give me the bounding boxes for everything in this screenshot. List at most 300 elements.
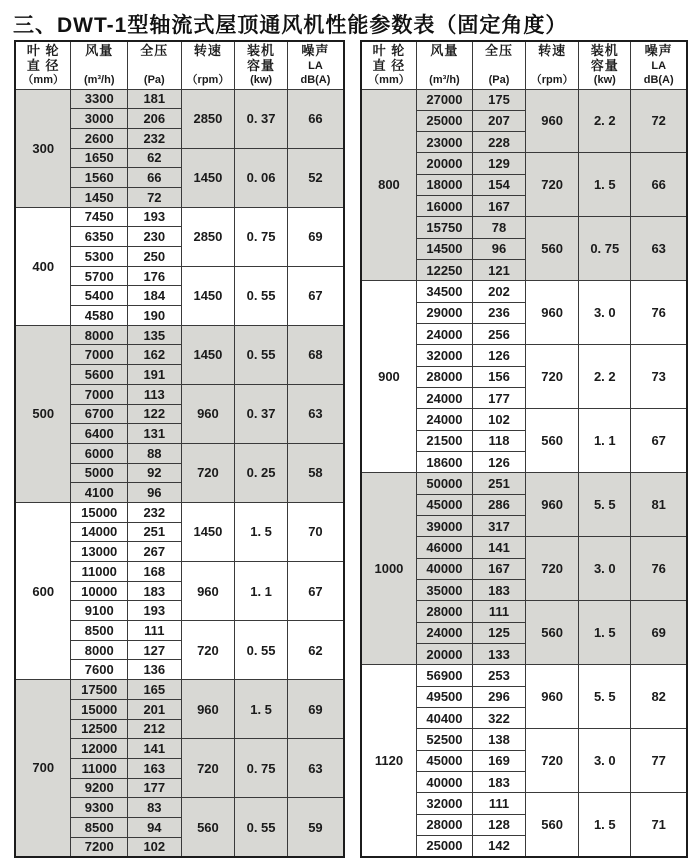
pressure-cell: 122 [128, 404, 182, 424]
noise-cell: 52 [287, 148, 344, 207]
diameter-cell: 900 [361, 281, 416, 473]
pressure-cell: 163 [128, 758, 182, 778]
flow-cell: 9300 [71, 798, 128, 818]
noise-cell: 58 [287, 443, 344, 502]
header-unit: （mm） [22, 74, 64, 87]
pressure-cell: 133 [472, 644, 525, 665]
pressure-cell: 138 [472, 729, 525, 750]
flow-cell: 32000 [416, 345, 472, 366]
capacity-cell: 1. 5 [579, 793, 631, 857]
flow-cell: 8000 [71, 640, 128, 660]
flow-cell: 23000 [416, 132, 472, 153]
flow-cell: 50000 [416, 473, 472, 494]
pressure-cell: 111 [472, 793, 525, 814]
speed-cell: 560 [181, 798, 235, 857]
pressure-cell: 193 [128, 207, 182, 227]
pressure-cell: 183 [128, 581, 182, 601]
col-header-pressure [472, 41, 525, 89]
speed-cell: 720 [526, 729, 579, 793]
speed-cell: 960 [526, 665, 579, 729]
noise-cell: 71 [631, 793, 687, 857]
col-header-capacity [235, 41, 288, 89]
pressure-cell: 128 [472, 814, 525, 835]
header-cell [631, 42, 686, 88]
flow-cell: 20000 [416, 644, 472, 665]
pressure-cell: 207 [472, 110, 525, 131]
flow-cell: 12250 [416, 260, 472, 281]
flow-cell: 34500 [416, 281, 472, 302]
flow-cell: 5400 [71, 286, 128, 306]
pressure-cell: 129 [472, 153, 525, 174]
capacity-cell: 0. 55 [235, 266, 288, 325]
header-unit: (kw) [250, 74, 273, 87]
flow-cell: 5300 [71, 247, 128, 267]
noise-cell: 81 [631, 473, 687, 537]
speed-cell: 720 [181, 443, 235, 502]
col-header-pressure [128, 41, 182, 89]
pressure-cell: 175 [472, 89, 525, 110]
col-header-flow [71, 41, 128, 89]
noise-cell: 59 [287, 798, 344, 857]
pressure-cell: 111 [472, 601, 525, 622]
pressure-cell: 111 [128, 621, 182, 641]
capacity-cell: 1. 5 [579, 153, 631, 217]
pressure-cell: 191 [128, 365, 182, 385]
diameter-cell: 1120 [361, 665, 416, 857]
pressure-cell: 190 [128, 306, 182, 326]
flow-cell: 6700 [71, 404, 128, 424]
flow-cell: 3300 [71, 89, 128, 109]
capacity-cell: 1. 5 [235, 680, 288, 739]
header-cell [473, 42, 525, 88]
header-line: 风量 [85, 43, 114, 59]
pressure-cell: 142 [472, 835, 525, 856]
table-body-left [15, 89, 344, 857]
pressure-cell: 212 [128, 719, 182, 739]
spec-table-right [360, 40, 688, 858]
header-line: 转速 [193, 43, 222, 59]
flow-cell: 40000 [416, 558, 472, 579]
speed-cell: 2850 [181, 207, 235, 266]
pressure-cell: 232 [128, 128, 182, 148]
flow-cell: 12500 [71, 719, 128, 739]
header-unit: (Pa) [143, 74, 165, 87]
capacity-cell: 0. 37 [235, 89, 288, 148]
col-header-diameter [15, 41, 71, 89]
capacity-cell: 2. 2 [579, 345, 631, 409]
speed-cell: 1450 [181, 502, 235, 561]
noise-cell: 82 [631, 665, 687, 729]
pressure-cell: 141 [472, 537, 525, 558]
col-header-flow [416, 41, 472, 89]
pressure-cell: 251 [128, 522, 182, 542]
header-line: 容量 [247, 58, 276, 74]
flow-cell: 9100 [71, 601, 128, 621]
flow-cell: 21500 [416, 430, 472, 451]
table-body-right [361, 89, 687, 857]
flow-cell: 45000 [416, 750, 472, 771]
header-cell [526, 42, 578, 88]
capacity-cell: 5. 5 [579, 473, 631, 537]
flow-cell: 20000 [416, 153, 472, 174]
flow-cell: 27000 [416, 89, 472, 110]
noise-cell: 67 [631, 409, 687, 473]
pressure-cell: 165 [128, 680, 182, 700]
flow-cell: 18000 [416, 174, 472, 195]
flow-cell: 5600 [71, 365, 128, 385]
pressure-cell: 78 [472, 217, 525, 238]
header-line: 转速 [538, 43, 567, 59]
diameter-cell: 1000 [361, 473, 416, 665]
header-unit: （mm） [368, 74, 410, 87]
table-row [361, 665, 687, 686]
flow-cell: 15000 [71, 699, 128, 719]
pressure-cell: 102 [472, 409, 525, 430]
col-header-capacity [579, 41, 631, 89]
capacity-cell: 2. 2 [579, 89, 631, 153]
header-line: 风量 [430, 43, 459, 59]
noise-cell: 70 [287, 502, 344, 561]
pressure-cell: 88 [128, 443, 182, 463]
capacity-cell: 0. 75 [235, 207, 288, 266]
pressure-cell: 135 [128, 325, 182, 345]
pressure-cell: 184 [128, 286, 182, 306]
speed-cell: 960 [181, 384, 235, 443]
noise-cell: 63 [287, 384, 344, 443]
pressure-cell: 176 [128, 266, 182, 286]
flow-cell: 35000 [416, 580, 472, 601]
flow-cell: 28000 [416, 366, 472, 387]
pressure-cell: 125 [472, 622, 525, 643]
flow-cell: 4580 [71, 306, 128, 326]
noise-cell: 68 [287, 325, 344, 384]
flow-cell: 24000 [416, 622, 472, 643]
header-line: LA [651, 60, 667, 73]
spec-table-left [14, 40, 345, 858]
table-row [15, 680, 344, 700]
flow-cell: 32000 [416, 793, 472, 814]
pressure-cell: 162 [128, 345, 182, 365]
flow-cell: 17500 [71, 680, 128, 700]
header-unit: (Pa) [488, 74, 510, 87]
header-cell [288, 42, 343, 88]
flow-cell: 16000 [416, 196, 472, 217]
pressure-cell: 232 [128, 502, 182, 522]
flow-cell: 8500 [71, 621, 128, 641]
pressure-cell: 167 [472, 196, 525, 217]
capacity-cell: 0. 37 [235, 384, 288, 443]
noise-cell: 66 [631, 153, 687, 217]
flow-cell: 24000 [416, 388, 472, 409]
speed-cell: 960 [526, 89, 579, 153]
pressure-cell: 66 [128, 168, 182, 188]
flow-cell: 10000 [71, 581, 128, 601]
pressure-cell: 126 [472, 452, 525, 473]
header-unit: （rpm） [530, 74, 574, 87]
header-line: LA [308, 60, 323, 73]
flow-cell: 12000 [71, 739, 128, 759]
header-cell [71, 42, 127, 88]
header-line: 全压 [485, 43, 514, 59]
flow-cell: 29000 [416, 302, 472, 323]
diameter-cell: 500 [15, 325, 71, 502]
table-header [361, 41, 687, 89]
flow-cell: 39000 [416, 516, 472, 537]
table-row [361, 89, 687, 110]
flow-cell: 25000 [416, 110, 472, 131]
speed-cell: 1450 [181, 325, 235, 384]
header-cell [128, 42, 181, 88]
flow-cell: 14500 [416, 238, 472, 259]
pressure-cell: 183 [472, 772, 525, 793]
pressure-cell: 136 [128, 660, 182, 680]
table-row [361, 473, 687, 494]
flow-cell: 18600 [416, 452, 472, 473]
pressure-cell: 201 [128, 699, 182, 719]
pressure-cell: 250 [128, 247, 182, 267]
header-unit: dB(A) [643, 74, 674, 87]
diameter-cell: 700 [15, 680, 71, 857]
table-row [15, 207, 344, 227]
col-header-speed [526, 41, 579, 89]
flow-cell: 40000 [416, 772, 472, 793]
header-line: 直 径 [372, 58, 406, 74]
header-line: 装机 [590, 43, 619, 59]
flow-cell: 11000 [71, 562, 128, 582]
noise-cell: 63 [631, 217, 687, 281]
flow-cell: 15000 [71, 502, 128, 522]
capacity-cell: 0. 06 [235, 148, 288, 207]
pressure-cell: 253 [472, 665, 525, 686]
pressure-cell: 177 [128, 778, 182, 798]
flow-cell: 14000 [71, 522, 128, 542]
flow-cell: 15750 [416, 217, 472, 238]
noise-cell: 62 [287, 621, 344, 680]
flow-cell: 7000 [71, 345, 128, 365]
pressure-cell: 127 [128, 640, 182, 660]
header-line: 噪声 [644, 43, 673, 59]
table-row [15, 89, 344, 109]
capacity-cell: 1. 5 [579, 601, 631, 665]
pressure-cell: 96 [128, 483, 182, 503]
tables-container [14, 40, 688, 858]
speed-cell: 720 [526, 345, 579, 409]
flow-cell: 9200 [71, 778, 128, 798]
noise-cell: 67 [287, 266, 344, 325]
capacity-cell: 0. 55 [235, 621, 288, 680]
pressure-cell: 96 [472, 238, 525, 259]
pressure-cell: 193 [128, 601, 182, 621]
table-row [15, 502, 344, 522]
header-row [15, 41, 344, 89]
capacity-cell: 3. 0 [579, 729, 631, 793]
flow-cell: 13000 [71, 542, 128, 562]
capacity-cell: 1. 1 [235, 562, 288, 621]
noise-cell: 67 [287, 562, 344, 621]
flow-cell: 2600 [71, 128, 128, 148]
header-cell [417, 42, 472, 88]
pressure-cell: 230 [128, 227, 182, 247]
pressure-cell: 156 [472, 366, 525, 387]
capacity-cell: 1. 1 [579, 409, 631, 473]
col-header-diameter [361, 41, 416, 89]
flow-cell: 6400 [71, 424, 128, 444]
capacity-cell: 3. 0 [579, 281, 631, 345]
table-row [15, 325, 344, 345]
pressure-cell: 317 [472, 516, 525, 537]
diameter-cell: 300 [15, 89, 71, 207]
pressure-cell: 256 [472, 324, 525, 345]
noise-cell: 73 [631, 345, 687, 409]
speed-cell: 720 [526, 153, 579, 217]
header-row [361, 41, 687, 89]
pressure-cell: 181 [128, 89, 182, 109]
capacity-cell: 0. 55 [235, 798, 288, 857]
col-header-noise [287, 41, 344, 89]
noise-cell: 76 [631, 537, 687, 601]
pressure-cell: 228 [472, 132, 525, 153]
header-line: 叶 轮 [26, 43, 60, 59]
header-cell [362, 42, 416, 88]
flow-cell: 7200 [71, 837, 128, 857]
speed-cell: 560 [526, 409, 579, 473]
diameter-cell: 600 [15, 502, 71, 679]
pressure-cell: 322 [472, 708, 525, 729]
noise-cell: 72 [631, 89, 687, 153]
pressure-cell: 169 [472, 750, 525, 771]
noise-cell: 69 [287, 680, 344, 739]
flow-cell: 40400 [416, 708, 472, 729]
noise-cell: 76 [631, 281, 687, 345]
flow-cell: 5000 [71, 463, 128, 483]
header-line: 装机 [247, 43, 276, 59]
speed-cell: 720 [181, 739, 235, 798]
flow-cell: 6350 [71, 227, 128, 247]
table-row [361, 281, 687, 302]
flow-cell: 49500 [416, 686, 472, 707]
pressure-cell: 296 [472, 686, 525, 707]
header-cell [182, 42, 235, 88]
speed-cell: 960 [526, 281, 579, 345]
flow-cell: 8500 [71, 817, 128, 837]
col-header-speed [181, 41, 235, 89]
header-cell [16, 42, 70, 88]
flow-cell: 46000 [416, 537, 472, 558]
capacity-cell: 3. 0 [579, 537, 631, 601]
flow-cell: 1650 [71, 148, 128, 168]
flow-cell: 8000 [71, 325, 128, 345]
flow-cell: 1450 [71, 187, 128, 207]
header-line: 噪声 [301, 43, 330, 59]
pressure-cell: 168 [128, 562, 182, 582]
flow-cell: 25000 [416, 835, 472, 856]
header-unit: (kw) [593, 74, 616, 87]
header-line: 叶 轮 [372, 43, 406, 59]
pressure-cell: 118 [472, 430, 525, 451]
speed-cell: 1450 [181, 148, 235, 207]
noise-cell: 63 [287, 739, 344, 798]
pressure-cell: 167 [472, 558, 525, 579]
pressure-cell: 183 [472, 580, 525, 601]
flow-cell: 5700 [71, 266, 128, 286]
capacity-cell: 0. 25 [235, 443, 288, 502]
page-title: 三、DWT-1型轴流式屋顶通风机性能参数表（固定角度） [13, 14, 568, 37]
speed-cell: 1450 [181, 266, 235, 325]
pressure-cell: 131 [128, 424, 182, 444]
flow-cell: 6000 [71, 443, 128, 463]
pressure-cell: 126 [472, 345, 525, 366]
speed-cell: 560 [526, 217, 579, 281]
pressure-cell: 72 [128, 187, 182, 207]
pressure-cell: 154 [472, 174, 525, 195]
noise-cell: 66 [287, 89, 344, 148]
header-line: 直 径 [26, 58, 60, 74]
capacity-cell: 0. 75 [579, 217, 631, 281]
header-unit: dB(A) [300, 74, 331, 87]
pressure-cell: 113 [128, 384, 182, 404]
flow-cell: 52500 [416, 729, 472, 750]
flow-cell: 4100 [71, 483, 128, 503]
flow-cell: 11000 [71, 758, 128, 778]
pressure-cell: 177 [472, 388, 525, 409]
speed-cell: 560 [526, 793, 579, 857]
capacity-cell: 0. 55 [235, 325, 288, 384]
flow-cell: 7000 [71, 384, 128, 404]
speed-cell: 960 [181, 680, 235, 739]
speed-cell: 720 [526, 537, 579, 601]
header-cell [235, 42, 287, 88]
speed-cell: 960 [526, 473, 579, 537]
flow-cell: 56900 [416, 665, 472, 686]
pressure-cell: 251 [472, 473, 525, 494]
capacity-cell: 0. 75 [235, 739, 288, 798]
header-unit: (m³/h) [83, 74, 115, 87]
pressure-cell: 102 [128, 837, 182, 857]
header-cell [579, 42, 630, 88]
diameter-cell: 400 [15, 207, 71, 325]
speed-cell: 560 [526, 601, 579, 665]
flow-cell: 1560 [71, 168, 128, 188]
capacity-cell: 1. 5 [235, 502, 288, 561]
speed-cell: 960 [181, 562, 235, 621]
flow-cell: 28000 [416, 601, 472, 622]
header-unit: （rpm） [186, 74, 230, 87]
flow-cell: 7600 [71, 660, 128, 680]
pressure-cell: 83 [128, 798, 182, 818]
noise-cell: 69 [287, 207, 344, 266]
speed-cell: 2850 [181, 89, 235, 148]
noise-cell: 69 [631, 601, 687, 665]
flow-cell: 28000 [416, 814, 472, 835]
pressure-cell: 94 [128, 817, 182, 837]
flow-cell: 7450 [71, 207, 128, 227]
header-line: 容量 [590, 58, 619, 74]
pressure-cell: 202 [472, 281, 525, 302]
col-header-noise [631, 41, 687, 89]
diameter-cell: 800 [361, 89, 416, 281]
noise-cell: 77 [631, 729, 687, 793]
pressure-cell: 286 [472, 494, 525, 515]
header-unit: (m³/h) [429, 74, 460, 87]
pressure-cell: 236 [472, 302, 525, 323]
pressure-cell: 62 [128, 148, 182, 168]
pressure-cell: 267 [128, 542, 182, 562]
table-header [15, 41, 344, 89]
flow-cell: 24000 [416, 409, 472, 430]
flow-cell: 3000 [71, 109, 128, 129]
capacity-cell: 5. 5 [579, 665, 631, 729]
pressure-cell: 141 [128, 739, 182, 759]
